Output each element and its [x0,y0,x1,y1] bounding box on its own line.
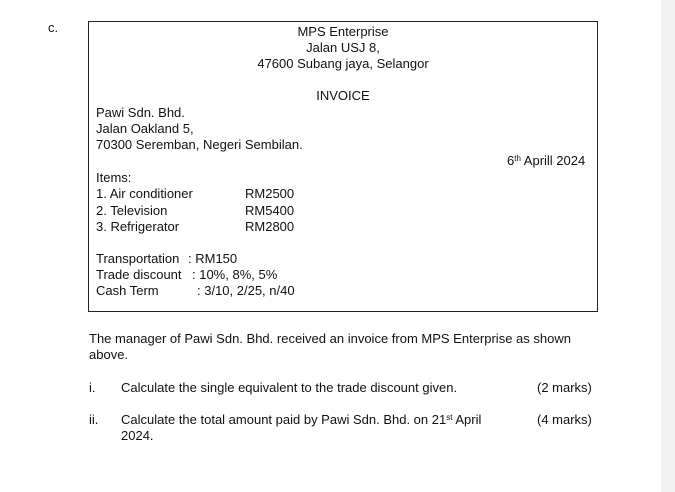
seller-address [89,24,597,72]
invoice-box [88,21,598,312]
intro-line: above. [89,347,129,362]
sub-question-text: Calculate the single equivalent to the trade discount given. [121,380,458,395]
item-name: 3. Refrigerator [96,219,180,234]
seller-city: 47600 Subang jaya, Selangor [257,56,429,71]
intro-line: The manager of Pawi Sdn. Bhd. received an invoice from MPS Enterprise as shown [89,331,571,346]
seller-name: MPS Enterprise [297,24,389,39]
term-label: Transportation [96,251,180,266]
term-value: : 10%, 8%, 5% [192,267,278,282]
item-price: RM5400 [245,203,295,218]
term-value: : RM150 [188,251,238,266]
sub-question-marks: (4 marks) [537,412,592,427]
sub-question-text-line2: 2024. [121,428,154,443]
items-label: Items: [96,170,132,185]
item-price: RM2500 [245,186,295,201]
question-intro [89,331,571,363]
item-name: 2. Television [96,203,168,218]
part-label: c. [48,20,59,35]
term-value: : 3/10, 2/25, n/40 [197,283,295,298]
item-price: RM2800 [245,219,295,234]
invoice-date [507,153,585,169]
date-ordinal: th [514,154,521,163]
term-label: Trade discount [96,267,182,282]
term-label: Cash Term [96,283,159,298]
sub-question-text-part: April [452,412,482,427]
scrollbar-strip[interactable] [661,0,675,492]
invoice-title: INVOICE [316,88,370,103]
date-day: 6 [507,153,515,168]
date-rest: Aprill 2024 [520,153,586,168]
buyer-name: Pawi Sdn. Bhd. [96,105,185,120]
sub-question-text [121,412,481,444]
sub-question-number: ii. [89,412,99,427]
sub-question-ordinal: st [446,413,453,422]
seller-street: Jalan USJ 8, [306,40,380,55]
buyer-city: 70300 Seremban, Negeri Sembilan. [96,137,303,152]
buyer-address [96,105,303,153]
item-name: 1. Air conditioner [96,186,193,201]
buyer-street: Jalan Oakland 5, [96,121,194,136]
sub-question-text-part: Calculate the total amount paid by Pawi Sdn. Bhd. on 21 [121,412,447,427]
sub-question-marks: (2 marks) [537,380,592,395]
sub-question-number: i. [89,380,96,395]
